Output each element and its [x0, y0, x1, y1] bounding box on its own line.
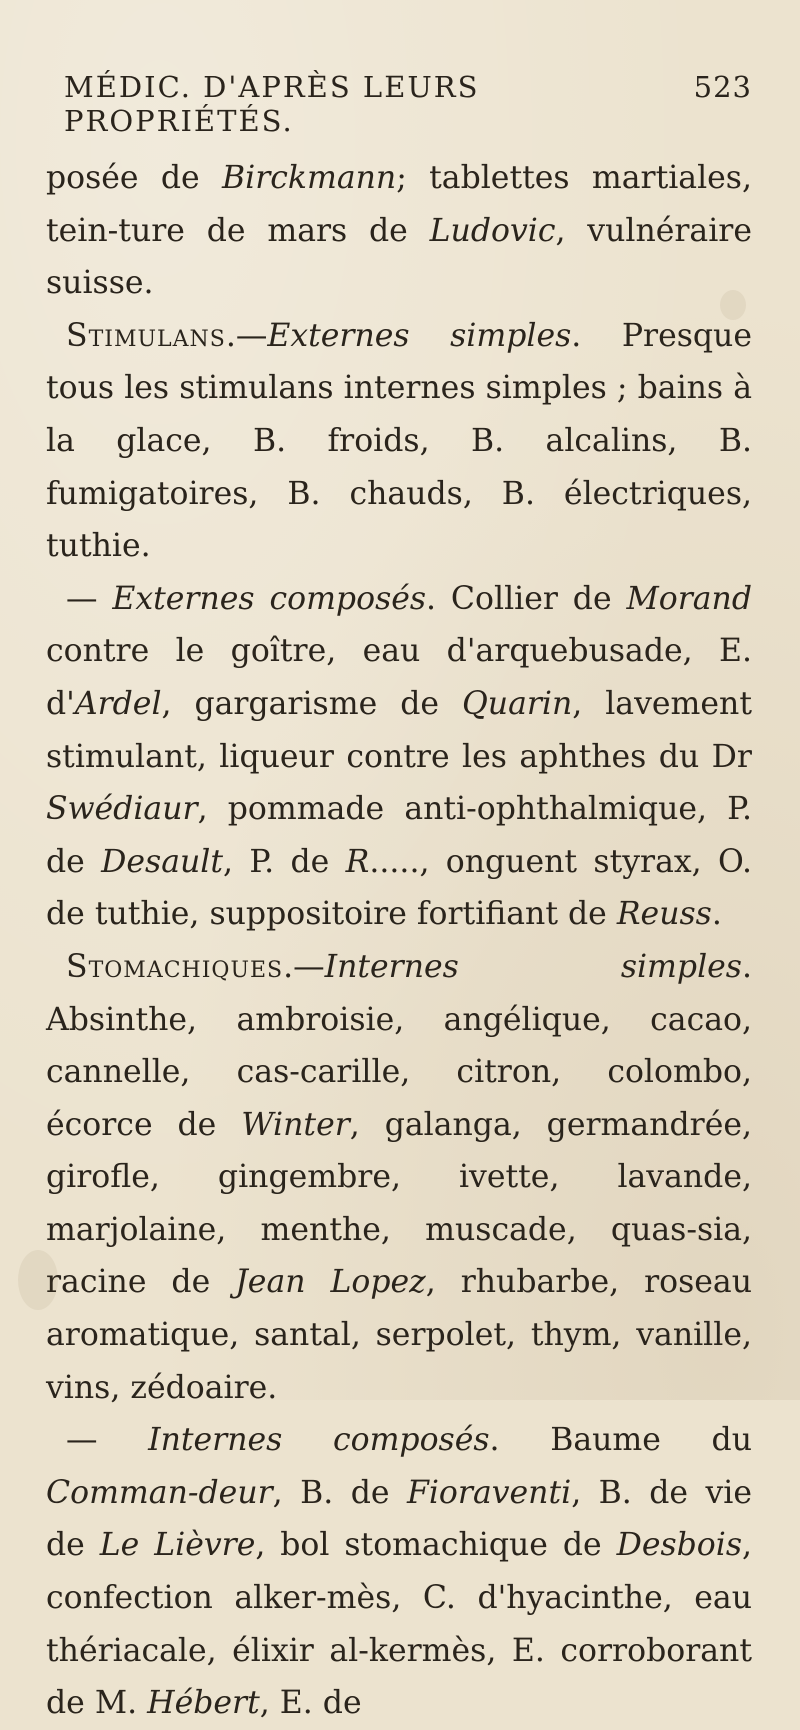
body-text: [46, 152, 752, 1730]
italic-text: Desault: [101, 843, 224, 880]
section-heading: Stomachiques: [66, 948, 284, 985]
running-head: [46, 70, 752, 138]
italic-text: Externes simples: [267, 317, 572, 354]
text-run: ....., onguent styrax, O. de tuthie, suppositoire fortifiant de: [46, 843, 752, 933]
italic-text: Quarin: [461, 685, 573, 722]
italic-text: Comman-deur: [46, 1474, 273, 1511]
italic-text: Morand: [626, 580, 752, 617]
text-run: , bol stomachique de: [255, 1527, 617, 1564]
text-run: .: [711, 896, 722, 933]
italic-text: Internes composés: [148, 1422, 490, 1459]
text-run: contre le goître, eau d'arquebusade, E. d': [46, 633, 752, 722]
text-run: . Presque tous les stimulans internes simples ; bains à la glace, B. froids, B. alcalins, B. fumigatoires, B. chauds, B. électriques, tuthie.: [46, 317, 752, 565]
text-run: , E. de: [259, 1685, 362, 1722]
italic-text: R: [345, 843, 370, 880]
text-run: , vulnéraire suisse.: [46, 212, 752, 302]
running-title: MÉDIC. D'APRÈS LEURS PROPRIÉTÉS.: [64, 70, 480, 138]
italic-text: Le Lièvre: [99, 1527, 256, 1564]
paragraph-stimulans-externes-simples: [46, 310, 752, 573]
section-heading: Stimulans: [66, 317, 226, 354]
text-run: —: [66, 1422, 149, 1459]
italic-text: Birckmann: [221, 160, 397, 196]
paper-stain: [720, 290, 746, 320]
text-run: , B. de vie de: [46, 1474, 752, 1564]
text-run: , gargarisme de: [161, 685, 462, 722]
italic-text: Reuss: [616, 896, 712, 933]
text-run: posée de: [46, 160, 222, 196]
italic-text: Internes simples: [324, 948, 742, 985]
paragraph-stimulans-externes-composes: [46, 573, 752, 941]
page-number: 523: [693, 70, 752, 104]
italic-text: Desbois: [616, 1527, 742, 1564]
paragraph-stomachiques-internes-composes: [46, 1414, 752, 1730]
text-run: , P. de: [223, 843, 346, 880]
italic-text: Winter: [241, 1106, 350, 1143]
text-run: .—: [283, 948, 325, 985]
text-run: , lavement stimulant, liqueur contre les aphthes du Dr: [46, 685, 752, 775]
text-run: . Collier de: [426, 580, 627, 617]
text-run: .—: [225, 317, 268, 354]
italic-text: Jean Lopez: [235, 1264, 426, 1301]
italic-text: Externes composés: [112, 580, 427, 617]
italic-text: Fioraventi: [406, 1474, 572, 1511]
text-run: , confection alker-mès, C. d'hyacinthe, eau thériacale, élixir al-kermès, E. corroborant de M.: [46, 1527, 753, 1722]
text-run: —: [66, 580, 113, 617]
text-run: , B. de: [272, 1474, 407, 1511]
paper-stain: [18, 1250, 58, 1310]
text-run: , pommade anti-ophthalmique, P. de: [46, 791, 752, 880]
text-run: . Baume du: [489, 1422, 753, 1459]
text-run: , galanga, germandrée, girofle, gingembre, ivette, lavande, marjolaine, menthe, muscade, quas-sia, racine de: [46, 1106, 752, 1301]
text-run: . Absinthe, ambroisie, angélique, cacao, cannelle, cas-carille, citron, colombo, écorce de: [46, 948, 752, 1143]
paragraph-stomachiques-internes-simples: [46, 941, 752, 1414]
italic-text: Swédiaur: [46, 791, 198, 828]
text-run: , rhubarbe, roseau aromatique, santal, serpolet, thym, vanille, vins, zédoaire.: [46, 1264, 752, 1406]
italic-text: Ardel: [74, 685, 162, 722]
text-run: ; tablettes martiales, tein-ture de mars de: [46, 160, 752, 249]
italic-text: Hébert: [147, 1685, 260, 1722]
paragraph-continuation: [46, 152, 752, 310]
italic-text: Ludovic: [429, 212, 556, 249]
